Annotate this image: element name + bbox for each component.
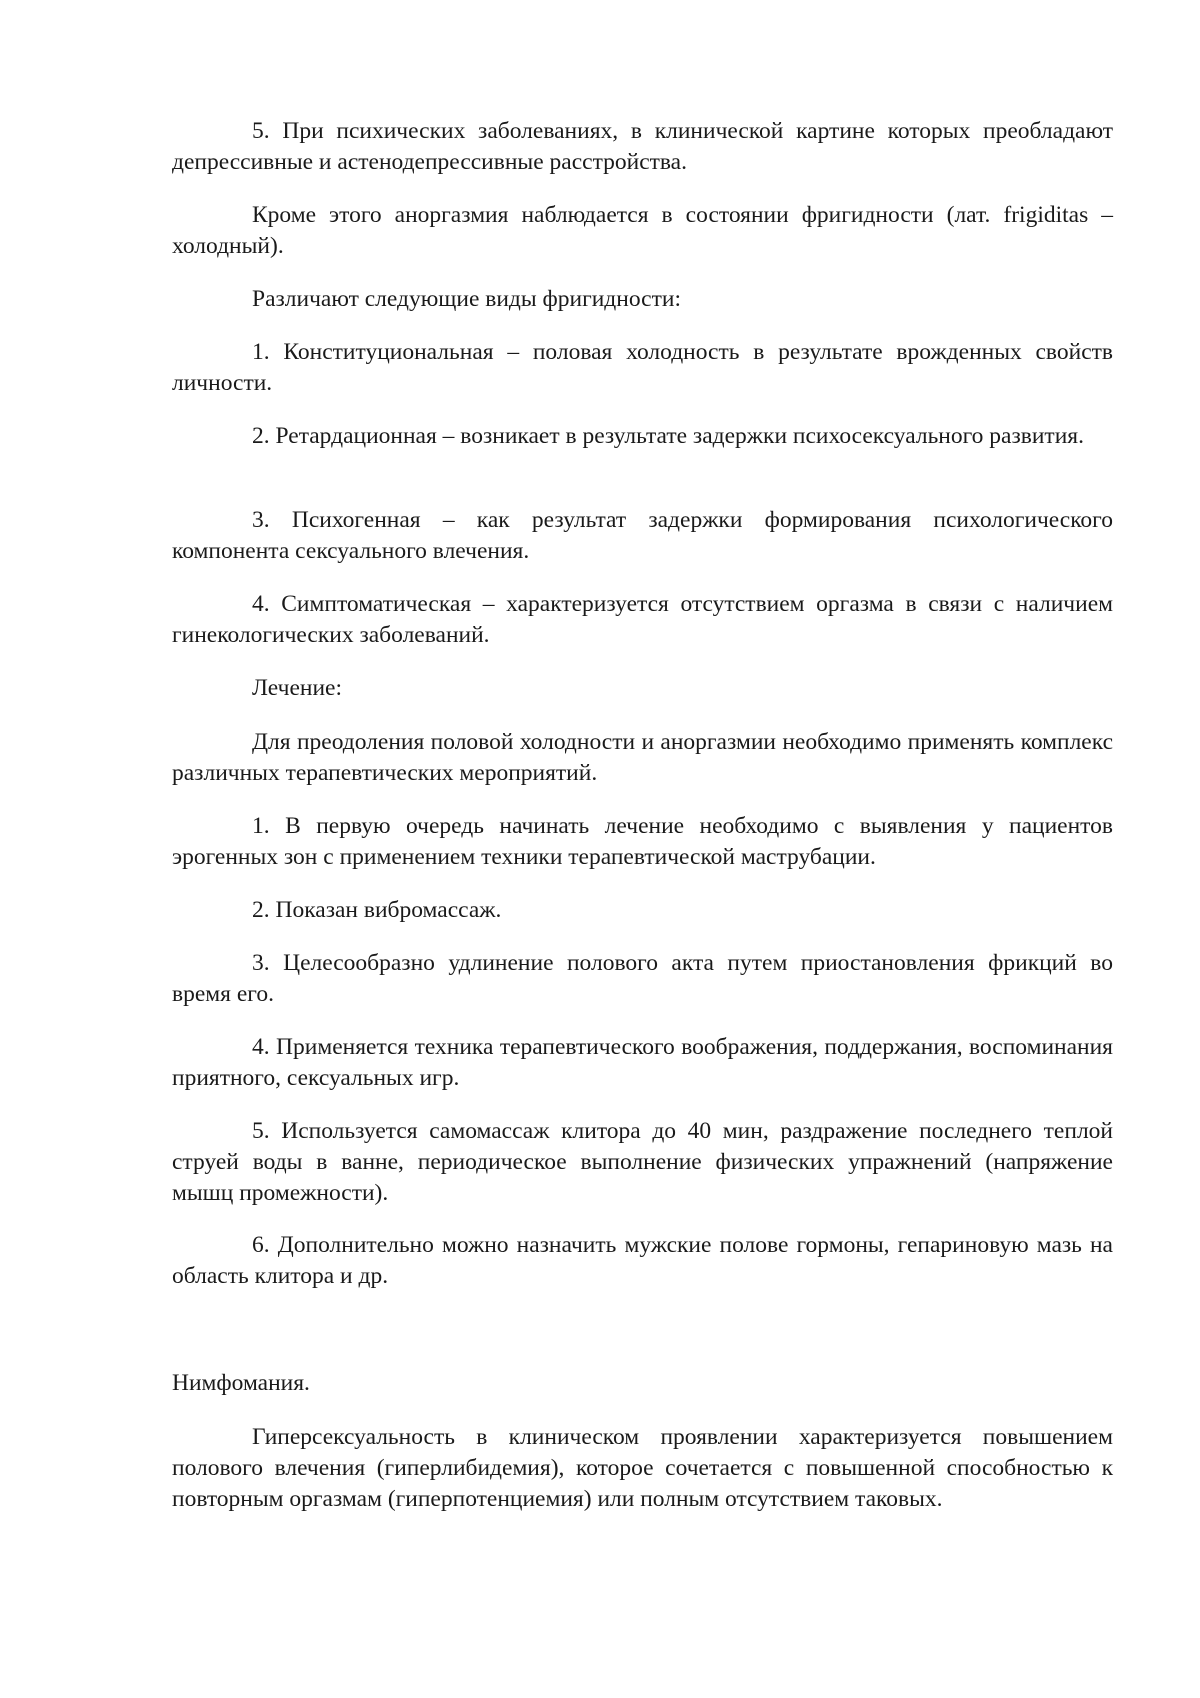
paragraph-treatment-intro: Для преодоления половой холодности и аноргазмии необходимо применять комплекс различных терапевтических мероприятий. <box>172 729 1113 786</box>
paragraph-anorgasmia-frigidity: Кроме этого аноргазмия наблюдается в состоянии фригидности (лат. frigiditas – холодный). <box>172 202 1113 259</box>
list-item-treatment-1: 1. В первую очередь начинать лечение необходимо с выявления у пациентов эрогенных зон с применением техники терапевтической маструбации. <box>172 813 1113 870</box>
paragraph-frigidity-types-intro: Различают следующие виды фригидности: <box>252 286 681 312</box>
list-item-retardational: 2. Ретардационная – возникает в результате задержки психосексуального развития. <box>252 423 1084 449</box>
list-item-treatment-4: 4. Применяется техника терапевтического воображения, поддержания, воспоминания приятного, сексуальных игр. <box>172 1034 1113 1091</box>
list-item-symptomatic: 4. Симптоматическая – характеризуется отсутствием оргазма в связи с наличием гинекологических заболеваний. <box>172 591 1113 648</box>
section-heading-nymphomania: Нимфомания. <box>172 1370 310 1396</box>
list-item-psychogenic: 3. Психогенная – как результат задержки формирования психологического компонента сексуального влечения. <box>172 507 1113 564</box>
list-item-treatment-2: 2. Показан вибромассаж. <box>252 897 502 923</box>
list-item-constitutional: 1. Конституциональная – половая холодность в результате врожденных свойств личности. <box>172 339 1113 396</box>
list-item-treatment-5: 5. Используется самомассаж клитора до 40 мин, раздражение последнего теплой струей воды в ванне, периодическое выполнение физических упражнений (напряжение мышц промежности). <box>172 1118 1113 1206</box>
paragraph-psychic-disorders: 5. При психических заболеваниях, в клинической картине которых преобладают депрессивные и астенодепрессивные расстройства. <box>172 118 1113 175</box>
section-heading-treatment: Лечение: <box>252 675 342 701</box>
list-item-treatment-3: 3. Целесообразно удлинение полового акта путем приостановления фрикций во время его. <box>172 950 1113 1007</box>
paragraph-hypersexuality: Гиперсексуальность в клиническом проявлении характеризуется повышением полового влечения (гиперлибидемия), которое сочетается с повышенной способностью к повторным оргазмам (гиперпотенциемия) или полным отсутствием таковых. <box>172 1424 1113 1512</box>
list-item-treatment-6: 6. Дополнительно можно назначить мужские полове гормоны, гепариновую мазь на область клитора и др. <box>172 1232 1113 1289</box>
